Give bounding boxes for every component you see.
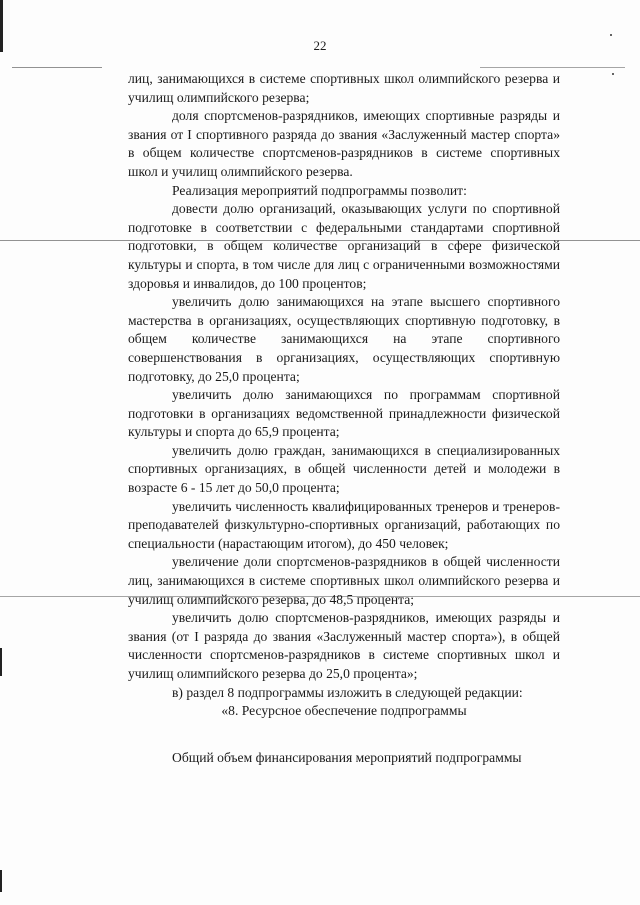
paragraph: Реализация мероприятий подпрограммы позволит: xyxy=(172,182,467,198)
paragraph: довести долю организаций, оказывающих услуги по спортивной подготовке в соответствии с федеральными стандартами спортивной подготовки, в общем количестве организаций в сфере физической культуры и спорта, в том числе для лиц с ограниченными возможностями здоровья и инвалидов, до 100 процентов; xyxy=(128,201,560,291)
paragraph: доля спортсменов-разрядников, имеющих спортивные разряды и звания от I спортивного разряда до звания «Заслуженный мастер спорта» в общем количестве спортсменов-разрядников в системе спортивных школ и училищ олимпийского резерва. xyxy=(128,108,560,179)
paragraph: в) раздел 8 подпрограммы изложить в следующей редакции: xyxy=(172,684,523,700)
page-number: 22 xyxy=(313,38,327,53)
scan-line xyxy=(12,67,102,68)
scan-line xyxy=(480,67,625,68)
scan-edge-mark xyxy=(0,648,2,676)
scan-edge-mark xyxy=(0,870,2,892)
paragraph-gap xyxy=(128,721,560,749)
paragraph: увеличить долю спортсменов-разрядников, имеющих разряды и звания (от I разряда до звания «Заслуженный мастер спорта»), в общей численности спортсменов-разрядников в системе спортивных школ и училищ олимпийского резерва до 25,0 процента»; xyxy=(128,610,560,681)
paragraph: увеличение доли спортсменов-разрядников в общей численности лиц, занимающихся в системе спортивных школ олимпийского резерва и училищ олимпийского резерва, до 48,5 процента; xyxy=(128,554,560,607)
paragraph: увеличить долю занимающихся на этапе высшего спортивного мастерства в организациях, осуществляющих спортивную подготовку, в общем количестве занимающихся на этапе спортивного совершенствования в организациях, осуществляющих спортивную подготовку, до 25,0 процента; xyxy=(128,294,560,384)
paragraph: увеличить долю занимающихся по программам спортивной подготовки в организациях ведомственной принадлежности физической культуры и спорта до 65,9 процента; xyxy=(128,387,560,440)
scan-speck xyxy=(610,34,612,36)
document-body xyxy=(128,70,560,767)
paragraph: Общий объем финансирования мероприятий подпрограммы xyxy=(172,749,522,765)
section-heading: «8. Ресурсное обеспечение подпрограммы xyxy=(221,703,467,719)
paragraph: лиц, занимающихся в системе спортивных школ олимпийского резерва и училищ олимпийского резерва; xyxy=(128,71,560,105)
scan-speck xyxy=(612,73,614,75)
paragraph: увеличить численность квалифицированных тренеров и тренеров-преподавателей физкультурно-спортивных организаций, работающих по специальности (нарастающим итогом), до 450 человек; xyxy=(128,498,560,551)
paragraph: увеличить долю граждан, занимающихся в специализированных спортивных организациях, в общей численности детей и молодежи в возрасте 6 - 15 лет до 50,0 процента; xyxy=(128,442,560,496)
